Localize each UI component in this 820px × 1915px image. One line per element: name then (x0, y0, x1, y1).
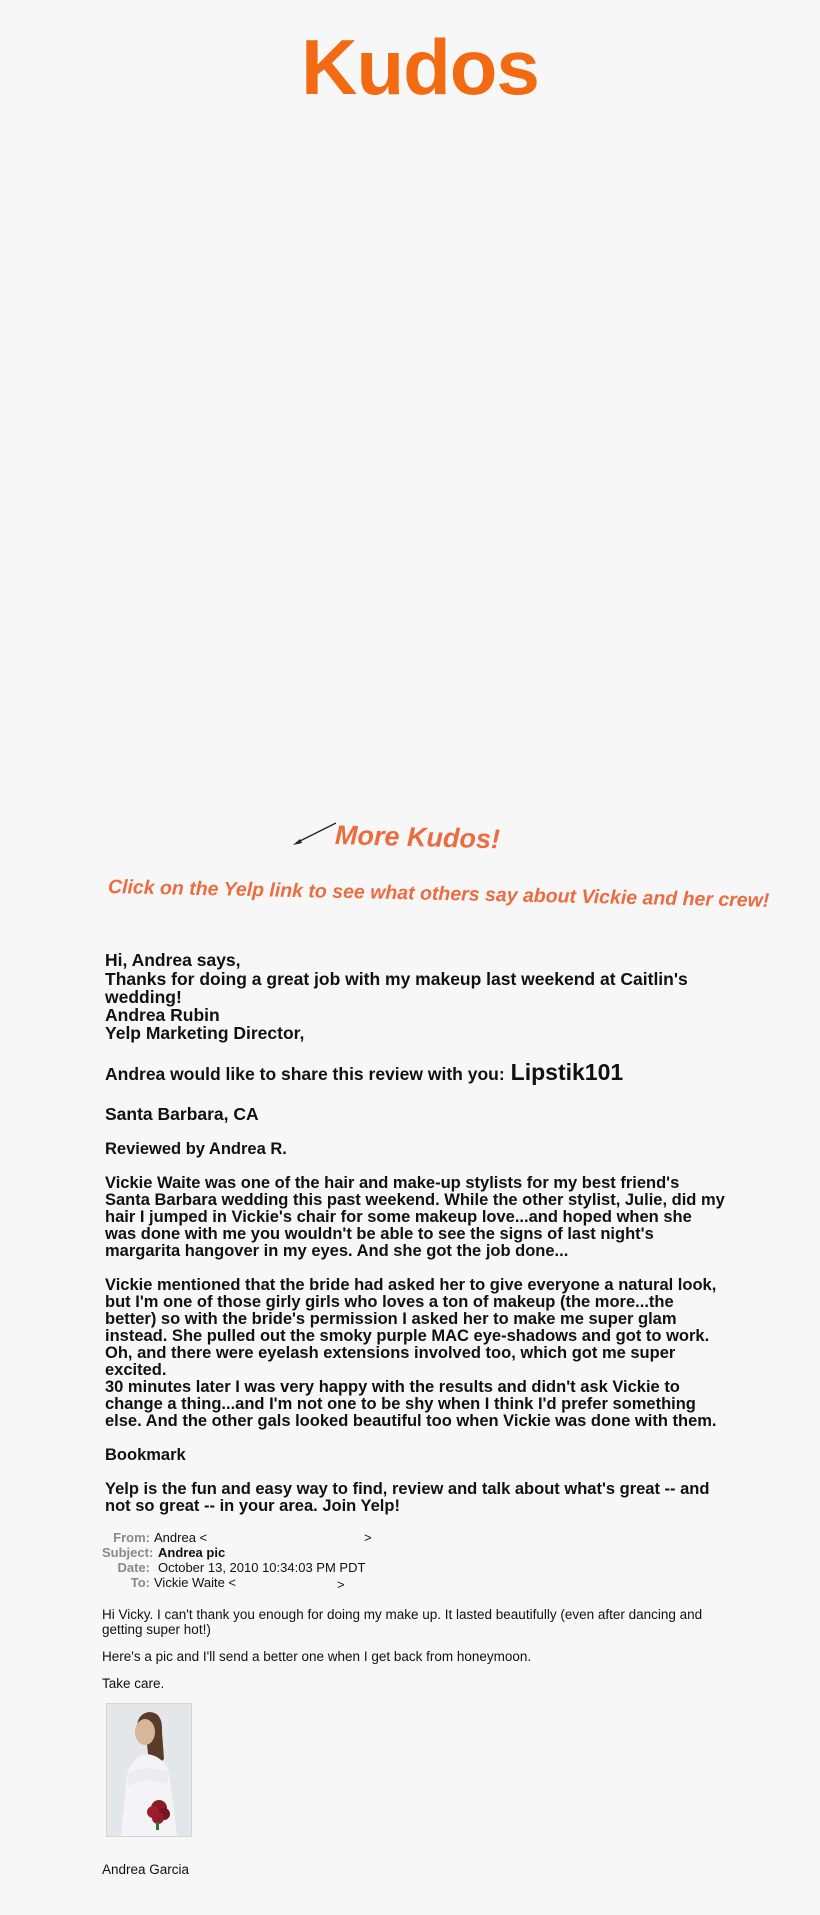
reviewer-handle: Lipstik101 (510, 1059, 624, 1085)
sender-title: Yelp Marketing Director, (105, 1023, 305, 1043)
review-paragraph-3: 30 minutes later I was very happy with the results and didn't ask Vickie to change a thing...and I'm not one to be shy when I think I'd prefer something else. And the other gals looked beautiful too when Vickie was done with them. (105, 1378, 717, 1430)
to-end: > (337, 1577, 345, 1592)
from-label: From: (113, 1530, 150, 1545)
subject-label: Subject: (102, 1545, 154, 1560)
yelp-pitch-text: Yelp is the fun and easy way to find, review and talk about what's great -- and not so great -- in your area. (105, 1480, 710, 1515)
arrow-icon (290, 820, 340, 850)
email-signature: Andrea Garcia (102, 1862, 190, 1877)
review-greeting-2: Thanks for doing a great job with my makeup last weekend at Caitlin's wedding! (105, 969, 688, 1007)
email-to-row (102, 1575, 345, 1592)
to-label: To: (130, 1575, 150, 1590)
date-value: October 13, 2010 10:34:03 PM PDT (158, 1560, 366, 1575)
share-line (105, 1059, 725, 1085)
share-text: Andrea would like to share this review with you: (105, 1064, 505, 1084)
email-subject-row (102, 1545, 225, 1560)
bride-photo-illustration (107, 1704, 191, 1836)
to-value: Vickie Waite < (154, 1575, 237, 1590)
more-kudos-link[interactable]: More Kudos! (334, 820, 501, 855)
email-from-row (102, 1530, 372, 1545)
join-yelp-link[interactable]: Join Yelp! (322, 1497, 400, 1515)
bride-photo (106, 1703, 192, 1837)
bookmark-link[interactable]: Bookmark (105, 1446, 186, 1464)
page-title: Kudos (301, 23, 539, 111)
review-greeting-1: Hi, Andrea says, (105, 950, 241, 970)
reviewed-by: Reviewed by Andrea R. (105, 1140, 287, 1158)
review-location: Santa Barbara, CA (105, 1104, 259, 1124)
from-end: > (364, 1530, 372, 1545)
from-value: Andrea < (154, 1530, 208, 1545)
sender-name: Andrea Rubin (105, 1005, 220, 1025)
email-date-row (102, 1560, 365, 1575)
yelp-link-callout[interactable]: Click on the Yelp link to see what others say about Vickie and her crew! (107, 876, 770, 912)
review-paragraph-1: Vickie Waite was one of the hair and make-up stylists for my best friend's Santa Barbara wedding this past weekend. While the other stylist, Julie, did my hair I jumped in Vickie's chair for some makeup love...and hoped when she was done with me you wouldn't be able to see the signs of last night's margarita hangover in my eyes. And she got the job done... (105, 1174, 725, 1260)
yelp-pitch (105, 1481, 725, 1515)
email-body-3: Take care. (102, 1676, 165, 1691)
subject-value: Andrea pic (158, 1545, 226, 1560)
email-body-2: Here's a pic and I'll send a better one when I get back from honeymoon. (102, 1649, 532, 1664)
review-paragraph-2: Vickie mentioned that the bride had asked her to give everyone a natural look, but I'm one of those girly girls who loves a ton of makeup (the more...the better) so with the bride's permission I asked her to make me super glam instead. She pulled out the smoky purple MAC eye-shadows and got to work. Oh, and there were eyelash extensions involved too, which got me super excited. (105, 1276, 717, 1379)
email-body-1: Hi Vicky. I can't thank you enough for doing my make up. It lasted beautifully (even after dancing and getting super hot!) (102, 1607, 703, 1637)
date-label: Date: (117, 1560, 150, 1575)
